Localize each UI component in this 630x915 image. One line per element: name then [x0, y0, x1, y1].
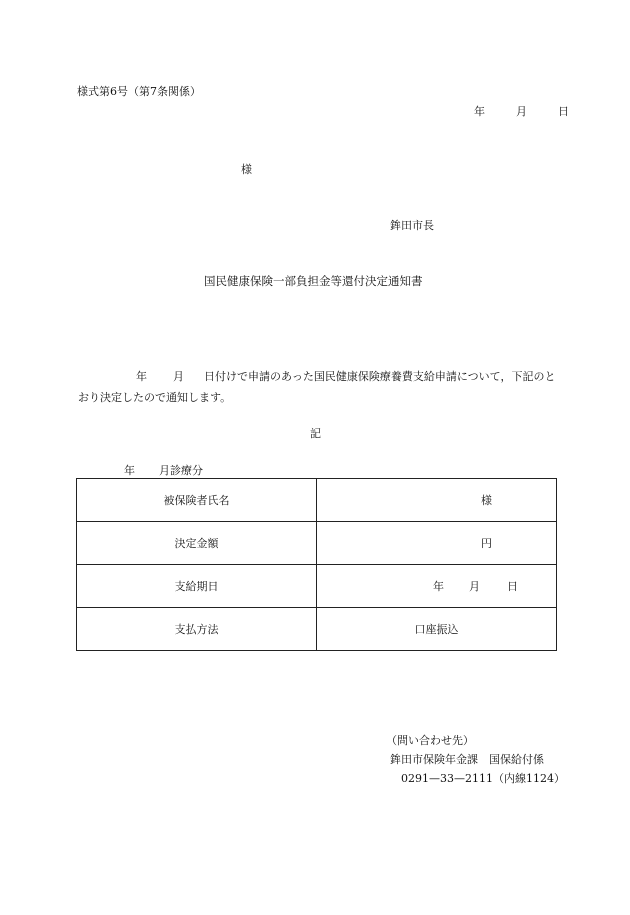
form-number: 様式第6号（第7条関係） [77, 85, 201, 98]
yen-unit: 円 [481, 537, 492, 550]
contact-block [386, 731, 565, 788]
table-row [77, 479, 557, 522]
period-month: 月診療分 [159, 464, 203, 477]
payment-year: 年 [433, 580, 444, 593]
ki-heading: 記 [310, 427, 321, 440]
issue-date [474, 103, 569, 119]
body-paragraph [78, 366, 556, 408]
issuer-name: 鉾田市長 [390, 219, 434, 232]
table-row [77, 522, 557, 565]
contact-phone: 0291—33—2111（内線1124） [401, 772, 565, 785]
payment-day: 日 [507, 580, 518, 593]
contact-department: 鉾田市保険年金課 国保給付係 [390, 753, 544, 766]
contact-heading: （問い合わせ先） [386, 734, 474, 747]
body-text: 日付けで申請のあった国民健康保険療養費支給申請について，下記のとおり決定したので通知します。 [78, 370, 556, 404]
decided-amount-label: 決定金額 [77, 522, 317, 565]
payment-method-value: 口座振込 [317, 608, 557, 651]
date-month-label: 月 [516, 105, 527, 118]
payment-date-label: 支給期日 [77, 565, 317, 608]
body-year: 年 [136, 370, 147, 383]
refund-info-table [76, 478, 557, 651]
body-month: 月 [173, 370, 184, 383]
document-title: 国民健康保険一部負担金等還付決定通知書 [204, 274, 423, 288]
payment-method-label: 支払方法 [77, 608, 317, 651]
insured-honorific: 様 [481, 494, 492, 507]
insured-name-label: 被保険者氏名 [77, 479, 317, 522]
treatment-period [124, 462, 203, 478]
recipient-honorific: 様 [241, 163, 252, 176]
date-year-label: 年 [474, 105, 485, 118]
period-year: 年 [124, 464, 135, 477]
decided-amount-value [317, 522, 557, 565]
insured-name-value [317, 479, 557, 522]
table-row [77, 608, 557, 651]
table-row [77, 565, 557, 608]
date-day-label: 日 [558, 105, 569, 118]
payment-date-value [317, 565, 557, 608]
payment-month: 月 [469, 580, 480, 593]
